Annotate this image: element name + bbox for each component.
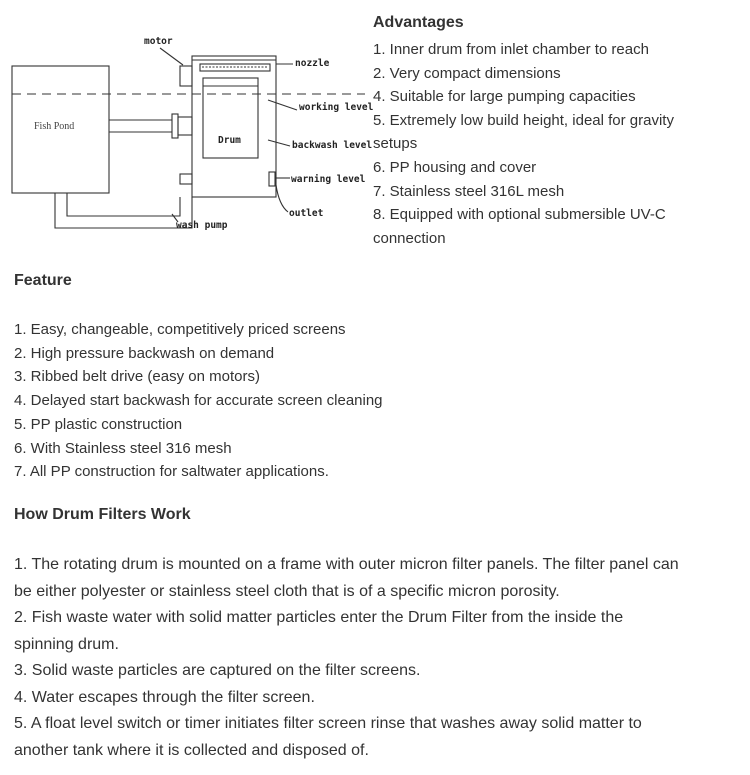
how-list xyxy=(14,552,749,764)
advantages-section xyxy=(373,14,743,250)
how-line: 5. A float level switch or timer initiates filter screen rinse that washes away solid matter to xyxy=(14,715,642,732)
wash-pump-shape xyxy=(180,174,192,184)
how-line: spinning drum. xyxy=(14,635,119,653)
feature-title: Feature xyxy=(14,272,72,289)
label-wash-pump: wash pump xyxy=(176,220,228,231)
advantages-line: 5. Extremely low build height, ideal for gravity xyxy=(373,111,674,129)
advantages-line: setups xyxy=(373,135,418,153)
advantages-line: 7. Stainless steel 316L mesh xyxy=(373,182,565,200)
how-title: How Drum Filters Work xyxy=(14,506,191,523)
how-line: 1. The rotating drum is mounted on a frame with outer micron filter panels. The filter panel can xyxy=(14,556,679,573)
advantages-line: 4. Suitable for large pumping capacities xyxy=(373,88,636,106)
feature-item: 7. All PP construction for saltwater applications. xyxy=(14,463,329,481)
how-line: be either polyester or stainless steel cloth that is of a specific micron porosity. xyxy=(14,582,560,600)
advantages-line: connection xyxy=(373,229,446,247)
label-fish-pond: Fish Pond xyxy=(34,121,75,132)
label-motor: motor xyxy=(144,36,173,47)
label-warning-level: warning level xyxy=(291,174,366,185)
advantages-line: 6. PP housing and cover xyxy=(373,158,537,176)
label-outlet: outlet xyxy=(289,208,324,219)
inlet-flange xyxy=(172,114,178,138)
feature-item: 5. PP plastic construction xyxy=(14,415,183,433)
label-working-level: working level xyxy=(299,102,374,113)
feature-item: 4. Delayed start backwash for accurate screen cleaning xyxy=(14,392,383,410)
feature-item: 1. Easy, changeable, competitively priced screens xyxy=(14,321,346,338)
label-backwash-level: backwash level xyxy=(292,140,373,151)
label-nozzle: nozzle xyxy=(295,58,330,69)
how-line: 3. Solid waste particles are captured on the filter screens. xyxy=(14,662,421,679)
how-line: another tank where it is collected and disposed of. xyxy=(14,741,369,759)
label-drum: Drum xyxy=(218,135,241,146)
feature-item: 6. With Stainless steel 316 mesh xyxy=(14,439,232,457)
drum-filter-diagram xyxy=(0,0,374,260)
feature-item: 2. High pressure backwash on demand xyxy=(14,344,275,362)
how-line: 4. Water escapes through the filter screen. xyxy=(14,688,315,706)
advantages-title: Advantages xyxy=(373,14,464,31)
filter-housing xyxy=(192,56,276,197)
feature-list xyxy=(14,318,734,484)
drum-shape xyxy=(203,78,258,158)
motor-shape xyxy=(180,66,192,86)
how-line: 2. Fish waste water with solid matter particles enter the Drum Filter from the inside the xyxy=(14,609,624,626)
advantages-line: 1. Inner drum from inlet chamber to reach xyxy=(373,41,649,58)
advantages-line: 8. Equipped with optional submersible UV-C xyxy=(373,206,666,224)
advantages-line: 2. Very compact dimensions xyxy=(373,64,561,82)
feature-item: 3. Ribbed belt drive (easy on motors) xyxy=(14,368,260,386)
